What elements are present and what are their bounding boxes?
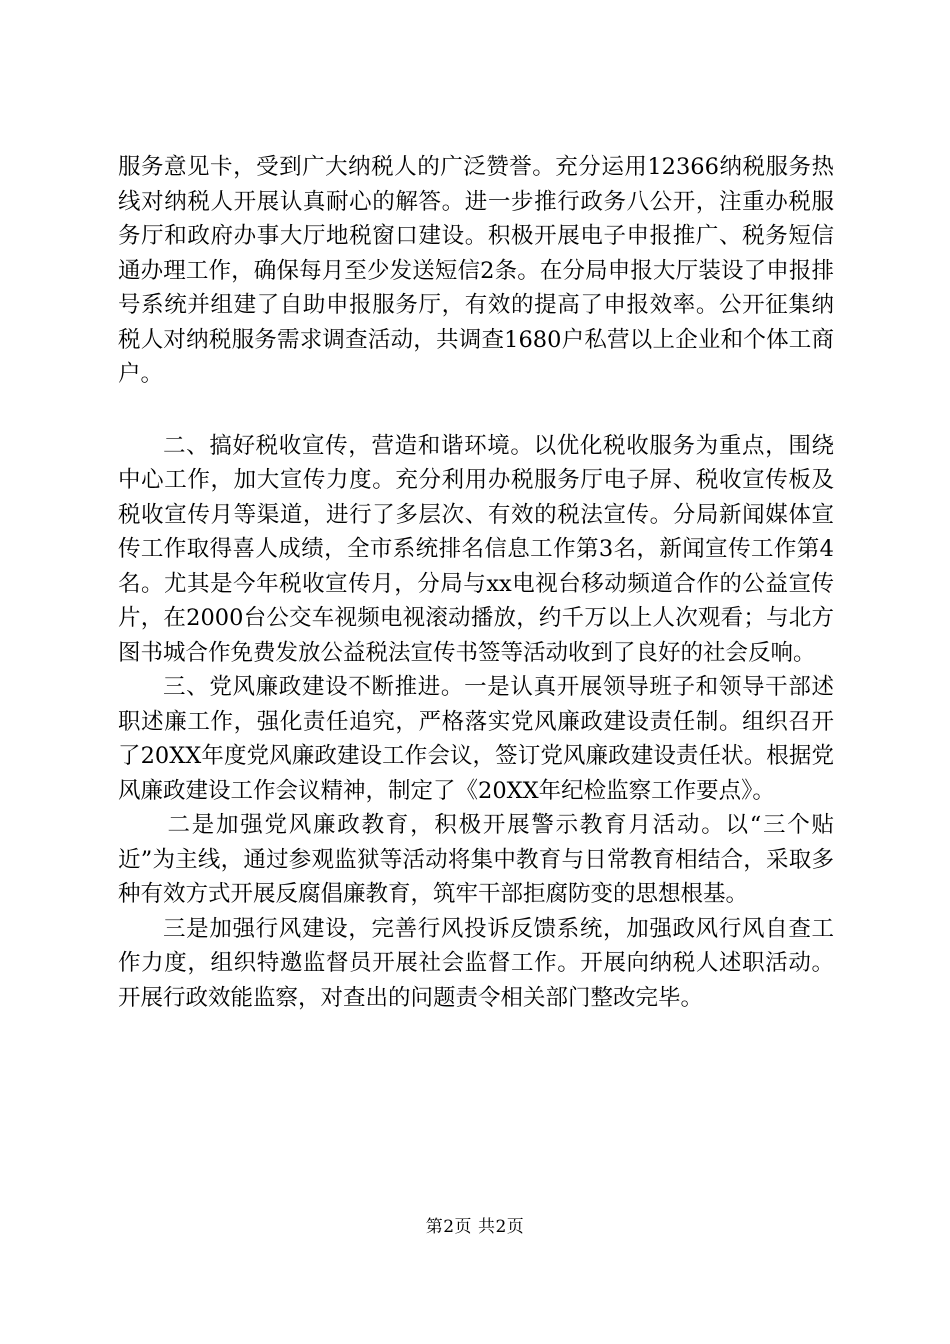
- paragraph-tax-publicity: 二、搞好税收宣传，营造和谐环境。以优化税收服务为重点，围绕中心工作，加大宣传力度。充分利用办税服务厅电子屏、税收宣传板及税收宣传月等渠道，进行了多层次、有效的税法宣传。分局新闻媒体宣传工作取得喜人成绩，全市系统排名信息工作第3名，新闻宣传工作第4名。尤其是今年税收宣传月，分局与xx电视台移动频道合作的公益宣传片，在2000台公交车视频电视滚动播放，约千万以上人次观看；与北方图书城合作免费发放公益税法宣传书签等活动收到了良好的社会反响。: [118, 432, 834, 666]
- paragraph-service-card: 服务意见卡，受到广大纳税人的广泛赞誉。充分运用12366纳税服务热线对纳税人开展认真耐心的解答。进一步推行政务八公开，注重办税服务厅和政府办事大厅地税窗口建设。积极开展电子申报推广、税务短信通办理工作，确保每月至少发送短信2条。在分局申报大厅装设了申报排号系统并组建了自助申报服务厅，有效的提高了申报效率。公开征集纳税人对纳税服务需求调查活动，共调查1680户私营以上企业和个体工商户。: [118, 154, 834, 387]
- paragraph-gap: [118, 392, 834, 429]
- paragraph-conduct-building: 三是加强行风建设，完善行风投诉反馈系统，加强政风行风自查工作力度，组织特邀监督员开展社会监督工作。开展向纳税人述职活动。开展行政效能监察，对查出的问题责令相关部门整改完毕。: [118, 915, 834, 1011]
- paragraph-party-integrity: 三、党风廉政建设不断推进。一是认真开展领导班子和领导干部述职述廉工作，强化责任追究，严格落实党风廉政建设责任制。组织召开了20XX年度党风廉政建设工作会议，签订党风廉政建设责任状。根据党风廉政建设工作会议精神，制定了《20XX年纪检监察工作要点》。: [118, 674, 834, 804]
- paragraph-integrity-education: 二是加强党风廉政教育，积极开展警示教育月活动。以“三个贴近”为主线，通过参观监狱等活动将集中教育与日常教育相结合，采取多种有效方式开展反腐倡廉教育，筑牢干部拒腐防变的思想根基。: [118, 812, 834, 907]
- page-footer: 第2页 共2页: [425, 1217, 525, 1237]
- document-body: [118, 150, 834, 1015]
